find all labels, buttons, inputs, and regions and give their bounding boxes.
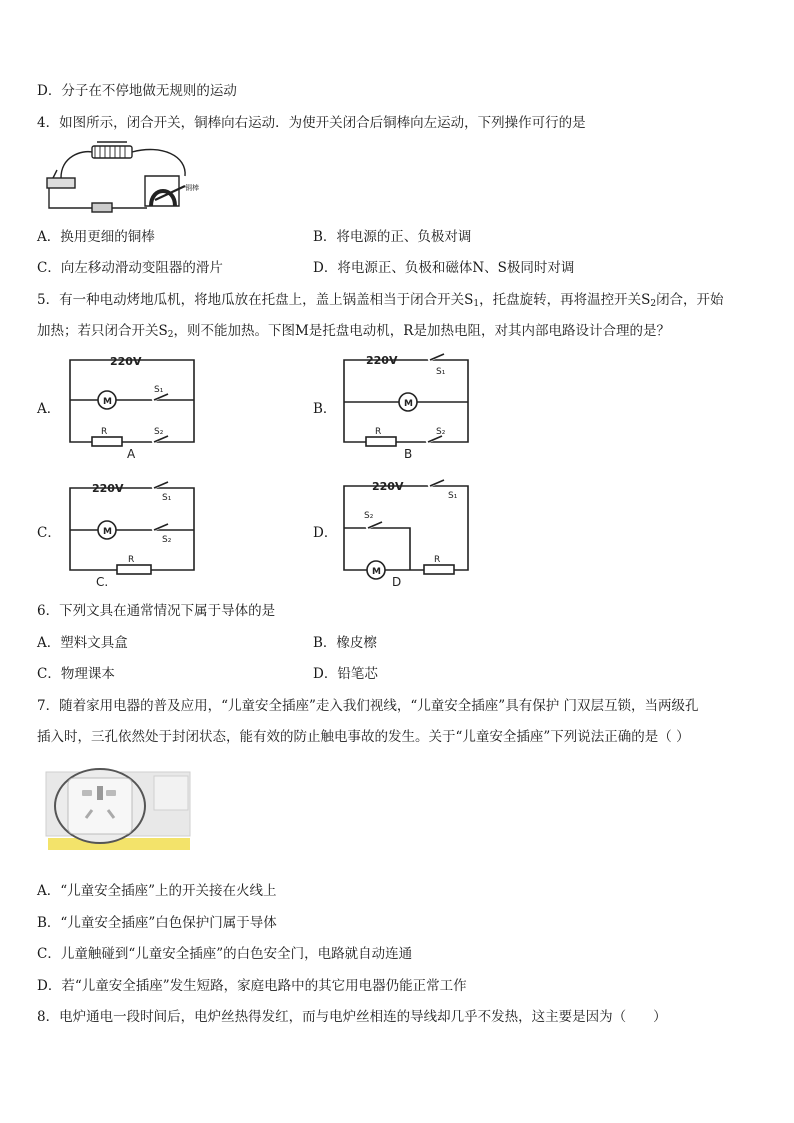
q5-option-c: C． xyxy=(37,525,61,541)
q5-option-a: A． xyxy=(37,401,61,417)
q4-stem: 4．如图所示，闭合开关，铜棒向右运动．为使开关闭合后铜棒向左运动，下列操作可行的是 xyxy=(37,115,586,131)
circuit-d xyxy=(336,476,476,594)
circuit-b xyxy=(336,350,476,466)
q5-option-d: D． xyxy=(313,525,338,541)
q4-figure xyxy=(37,136,197,222)
q5-stem-line1: 5．有一种电动烤地瓜机，将地瓜放在托盘上，盖上锅盖相当于闭合开关$S_1$，托盘旋转，再将温控开关$S_2$闭合，开始 xyxy=(37,292,724,309)
q7-option-d: D．若“儿童安全插座”发生短路，家庭电路中的其它用电器仍能正常工作 xyxy=(37,978,467,994)
q6-option-c: C．物理课本 xyxy=(37,666,115,682)
q6-option-a: A．塑料文具盒 xyxy=(37,635,128,651)
q8-stem: 8．电炉通电一段时间后，电炉丝热得发红，而与电炉丝相连的导线却几乎不发热，这主要是因为（ ） xyxy=(37,1009,667,1025)
svg-text:S₁: S₁ xyxy=(154,385,164,395)
svg-text:A: A xyxy=(127,447,136,461)
circuit-c xyxy=(62,478,202,594)
svg-text:S₁: S₁ xyxy=(162,493,172,503)
svg-text:S₂: S₂ xyxy=(162,535,172,545)
copper-rod-label: 铜棒 xyxy=(185,184,199,192)
q6-option-d: D．铅笔芯 xyxy=(313,666,378,682)
svg-text:M: M xyxy=(372,567,381,577)
circuit-a xyxy=(62,352,202,466)
svg-text:C.: C. xyxy=(96,575,109,589)
q7-stem-line1: 7．随着家用电器的普及应用，“儿童安全插座”走入我们视线，“儿童安全插座”具有保护 门双层互锁，当两级孔 xyxy=(37,698,699,714)
svg-text:S₂: S₂ xyxy=(364,511,374,521)
svg-text:D: D xyxy=(392,575,402,589)
svg-text:S₂: S₂ xyxy=(436,427,446,437)
svg-text:S₁: S₁ xyxy=(436,367,446,377)
q5-stem-line2: 加热；若只闭合开关$S_2$，则不能加热。下图M是托盘电动机，R是加热电阻，对其内部电路设计合理的是？ xyxy=(37,323,670,340)
q7-option-b: B．“儿童安全插座”白色保护门属于导体 xyxy=(37,915,277,931)
q7-option-c: C．儿童触碰到“儿童安全插座”的白色安全门，电路就自动连通 xyxy=(37,946,413,962)
q7-option-a: A．“儿童安全插座”上的开关接在火线上 xyxy=(37,883,277,899)
svg-text:220V: 220V xyxy=(372,480,404,493)
q4-option-c: C．向左移动滑动变阻器的滑片 xyxy=(37,260,223,276)
svg-text:220V: 220V xyxy=(92,482,124,495)
svg-text:220V: 220V xyxy=(110,355,142,368)
q4-option-a: A．换用更细的铜棒 xyxy=(37,229,155,245)
svg-text:R: R xyxy=(128,555,135,565)
q4-option-b: B．将电源的正、负极对调 xyxy=(313,229,472,245)
svg-text:R: R xyxy=(101,427,108,437)
q6-stem: 6．下列文具在通常情况下属于导体的是 xyxy=(37,603,276,619)
svg-text:B: B xyxy=(404,447,413,461)
svg-text:M: M xyxy=(103,527,112,537)
svg-text:R: R xyxy=(375,427,382,437)
svg-text:R: R xyxy=(434,555,441,565)
q5-option-b: B． xyxy=(313,401,337,417)
q7-stem-line2: 插入时，三孔依然处于封闭状态，能有效的防止触电事故的发生。关于“儿童安全插座”下列说法正确的是（ ） xyxy=(37,729,690,745)
q4-option-d: D．将电源正、负极和磁体N、S极同时对调 xyxy=(313,260,575,276)
safety-socket-photo xyxy=(42,770,194,858)
q6-option-b: B．橡皮檫 xyxy=(313,635,377,651)
svg-text:S₁: S₁ xyxy=(448,491,458,501)
svg-text:220V: 220V xyxy=(366,354,398,367)
svg-text:M: M xyxy=(404,399,413,409)
svg-text:S₂: S₂ xyxy=(154,427,164,437)
q3-option-d: D．分子在不停地做无规则的运动 xyxy=(37,83,237,99)
svg-text:M: M xyxy=(103,397,112,407)
